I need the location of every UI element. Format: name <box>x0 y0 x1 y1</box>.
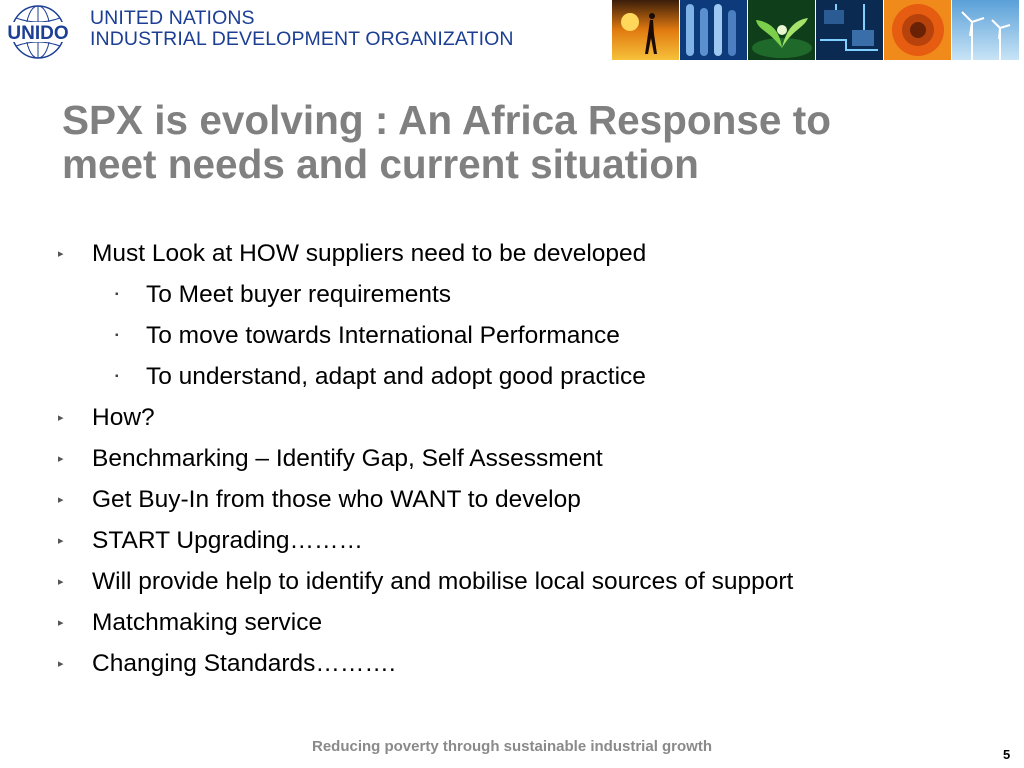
bullet-text: START Upgrading……… <box>92 527 363 554</box>
triangle-bullet-icon: ▸ <box>58 494 64 506</box>
bullet-text: Get Buy-In from those who WANT to develop <box>92 486 581 513</box>
sub-bullet-item <box>0 359 1024 400</box>
bullet-text: Changing Standards………. <box>92 650 396 677</box>
sub-bullet-text: To understand, adapt and adopt good practice <box>146 363 646 390</box>
bullet-item <box>0 482 1024 523</box>
bullet-item <box>0 441 1024 482</box>
flower-photo <box>884 0 951 60</box>
bullet-item <box>0 400 1024 441</box>
page-number: 5 <box>1003 747 1011 762</box>
square-bullet-icon: ▪ <box>115 289 119 300</box>
footer-tagline: Reducing poverty through sustainable industrial growth <box>311 738 713 755</box>
bullet-text: Matchmaking service <box>92 609 323 636</box>
sub-bullet-item <box>0 318 1024 359</box>
triangle-bullet-icon: ▸ <box>58 412 64 424</box>
bullet-item <box>0 646 1024 687</box>
slide-title-line-1: SPX is evolving : An Africa Response to <box>62 97 831 143</box>
bullet-item <box>0 236 1024 277</box>
bullet-item <box>0 523 1024 564</box>
slide-title-line-2: meet needs and current situation <box>62 141 699 187</box>
square-bullet-icon: ▪ <box>115 330 119 341</box>
bullet-text: Will provide help to identify and mobilise local sources of support <box>92 568 794 595</box>
bullet-text: How? <box>92 404 155 431</box>
organization-name <box>90 8 514 50</box>
square-bullet-icon: ▪ <box>115 371 119 382</box>
triangle-bullet-icon: ▸ <box>58 453 64 465</box>
circuit-board-photo <box>816 0 883 60</box>
org-line-2: INDUSTRIAL DEVELOPMENT ORGANIZATION <box>90 28 514 50</box>
bullet-item <box>0 605 1024 646</box>
bullet-item <box>0 564 1024 605</box>
test-tubes-photo <box>680 0 747 60</box>
unido-logo <box>4 2 72 62</box>
triangle-bullet-icon: ▸ <box>58 617 64 629</box>
sub-bullet-item <box>0 277 1024 318</box>
sub-bullet-text: To Meet buyer requirements <box>146 281 452 308</box>
slide-title <box>62 98 982 186</box>
bullet-text: Benchmarking – Identify Gap, Self Assessment <box>92 445 603 472</box>
org-line-1: UNITED NATIONS <box>90 7 255 29</box>
bullet-list <box>0 236 1024 687</box>
bullet-text: Must Look at HOW suppliers need to be developed <box>92 240 647 267</box>
header-photo-strip <box>612 0 1020 60</box>
wind-turbines-photo <box>952 0 1019 60</box>
sub-bullet-text: To move towards International Performance <box>146 322 620 349</box>
logo-text: UNIDO <box>7 23 69 44</box>
triangle-bullet-icon: ▸ <box>58 576 64 588</box>
sunset-child-photo <box>612 0 679 60</box>
triangle-bullet-icon: ▸ <box>58 658 64 670</box>
triangle-bullet-icon: ▸ <box>58 535 64 547</box>
seedling-photo <box>748 0 815 60</box>
triangle-bullet-icon: ▸ <box>58 248 64 260</box>
